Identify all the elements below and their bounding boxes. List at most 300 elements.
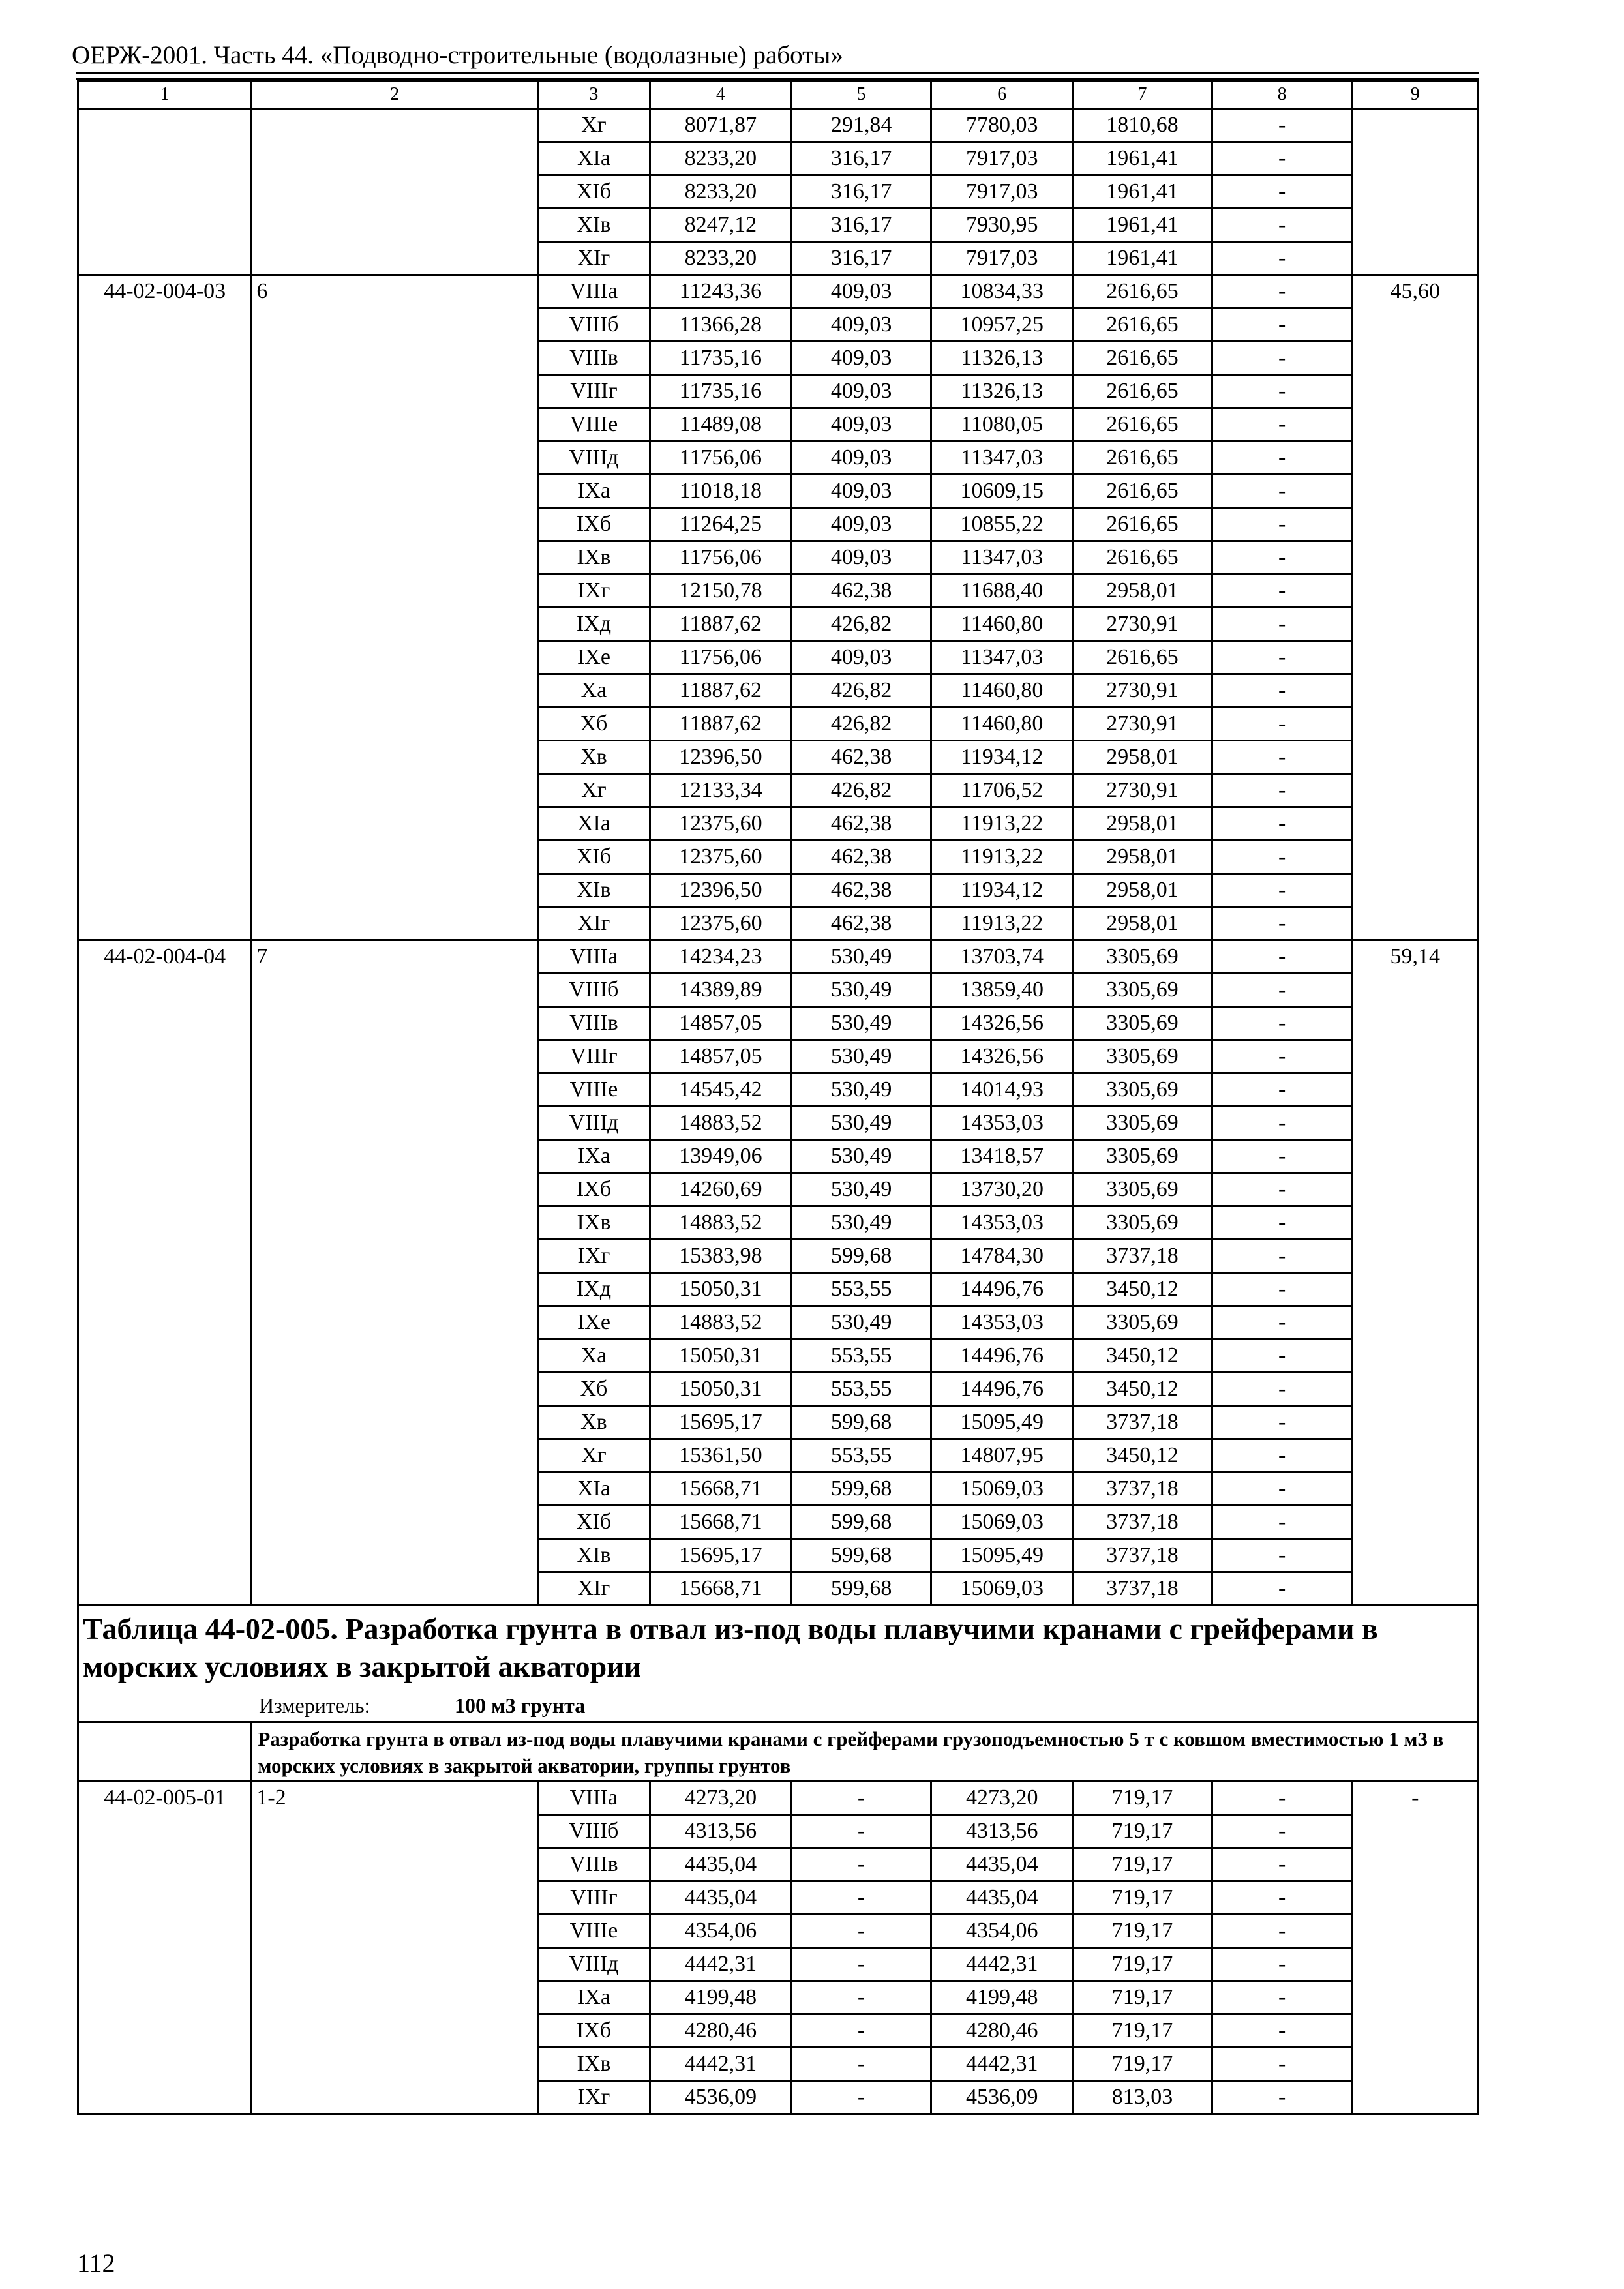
cell-col4: 8233,20	[650, 242, 792, 275]
measure-line	[259, 1690, 1473, 1721]
cell-col3: VIIIб	[537, 974, 650, 1007]
cell-col4: 15050,31	[650, 1373, 792, 1406]
table-title-row	[78, 1606, 1479, 1722]
cell-col4: 12396,50	[650, 741, 792, 774]
cell-col3: VIIIг	[537, 1040, 650, 1073]
header-rule	[76, 72, 1479, 74]
cell-col6: 4313,56	[931, 1815, 1073, 1848]
cell-col8: -	[1212, 109, 1352, 142]
cell-col4: 4313,56	[650, 1815, 792, 1848]
cell-col3: VIIIе	[537, 1915, 650, 1948]
cell-col7: 2730,91	[1073, 608, 1212, 641]
cell-col4: 8071,87	[650, 109, 792, 142]
cell-col3: VIIIв	[537, 1007, 650, 1040]
cell-col6: 14326,56	[931, 1040, 1073, 1073]
cell-col5: 462,38	[791, 741, 931, 774]
section-description: Разработка грунта в отвал из-под воды плавучими кранами с грейферами грузоподъемностью 5 т с ковшом вместимостью 1 м3 в морских условиях в закрытой акватории, группы грунтов	[252, 1722, 1479, 1782]
cell-col4: 11489,08	[650, 408, 792, 441]
cell-col6: 13730,20	[931, 1173, 1073, 1206]
cell-col3: Xв	[537, 1406, 650, 1439]
cell-col7: 719,17	[1073, 1948, 1212, 1981]
cell-col3: VIIIа	[537, 275, 650, 308]
cell-col8: -	[1212, 342, 1352, 375]
soil-group: 1-2	[252, 1782, 538, 2114]
column-number: 8	[1212, 81, 1352, 109]
cell-col7: 3737,18	[1073, 1406, 1212, 1439]
cell-col6: 4435,04	[931, 1881, 1073, 1915]
cell-col8: -	[1212, 1306, 1352, 1339]
cell-col5: 409,03	[791, 275, 931, 308]
cell-col6: 11913,22	[931, 841, 1073, 874]
cell-col3: IXе	[537, 1306, 650, 1339]
cell-col8: -	[1212, 1140, 1352, 1173]
cell-col8: -	[1212, 1981, 1352, 2014]
cell-col3: IXв	[537, 2048, 650, 2081]
cell-col6: 14353,03	[931, 1206, 1073, 1240]
cell-col7: 2958,01	[1073, 841, 1212, 874]
cell-col4: 14883,52	[650, 1206, 792, 1240]
cell-col3: XIа	[537, 1473, 650, 1506]
cell-col4: 14883,52	[650, 1306, 792, 1339]
cell-col8: -	[1212, 807, 1352, 841]
cell-col3: VIIIа	[537, 1782, 650, 1815]
cell-col4: 4435,04	[650, 1881, 792, 1915]
cell-col8: -	[1212, 907, 1352, 940]
cell-col4: 8247,12	[650, 209, 792, 242]
cell-col3: IXб	[537, 508, 650, 541]
cell-col5: 409,03	[791, 375, 931, 408]
cell-col5: 599,68	[791, 1506, 931, 1539]
cell-col3: IXв	[537, 1206, 650, 1240]
cell-col3: VIIIб	[537, 308, 650, 342]
cell-col3: VIIIа	[537, 940, 650, 974]
cell-col5: 553,55	[791, 1373, 931, 1406]
cell-col5: 599,68	[791, 1406, 931, 1439]
cell-col8: -	[1212, 741, 1352, 774]
cell-col6: 13703,74	[931, 940, 1073, 974]
column-number: 5	[791, 81, 931, 109]
cell-col3: Xб	[537, 708, 650, 741]
cell-col8: -	[1212, 608, 1352, 641]
cell-col8: -	[1212, 441, 1352, 475]
cell-col6: 11913,22	[931, 807, 1073, 841]
cell-col6: 7917,03	[931, 175, 1073, 209]
cell-col7: 2730,91	[1073, 674, 1212, 708]
cell-col4: 12396,50	[650, 874, 792, 907]
cell-col8: -	[1212, 2048, 1352, 2081]
cell-col5: 553,55	[791, 1273, 931, 1306]
cell-col8: -	[1212, 874, 1352, 907]
column-number: 4	[650, 81, 792, 109]
cell-col7: 2616,65	[1073, 308, 1212, 342]
cell-col3: XIв	[537, 874, 650, 907]
cell-col6: 11688,40	[931, 575, 1073, 608]
cell-col4: 12133,34	[650, 774, 792, 807]
cell-col5: 409,03	[791, 342, 931, 375]
cell-col3: Xг	[537, 109, 650, 142]
cell-col3: XIа	[537, 142, 650, 175]
cell-col8: -	[1212, 175, 1352, 209]
cell-col7: 2616,65	[1073, 475, 1212, 508]
cell-col8: -	[1212, 1273, 1352, 1306]
cell-col7: 2730,91	[1073, 708, 1212, 741]
column-number: 3	[537, 81, 650, 109]
cell-col4: 8233,20	[650, 175, 792, 209]
cell-col6: 11326,13	[931, 375, 1073, 408]
cell-col6: 11080,05	[931, 408, 1073, 441]
cell-col6: 4280,46	[931, 2014, 1073, 2048]
cell-col5: 599,68	[791, 1473, 931, 1506]
column-number: 2	[252, 81, 538, 109]
cell-col8: -	[1212, 408, 1352, 441]
cell-col7: 3305,69	[1073, 1007, 1212, 1040]
cell-col7: 719,17	[1073, 1981, 1212, 2014]
table-row	[78, 109, 1479, 142]
cell-col5: 530,49	[791, 1140, 931, 1173]
cell-col7: 2616,65	[1073, 641, 1212, 674]
cell-col5: 462,38	[791, 874, 931, 907]
cell-col8: -	[1212, 708, 1352, 741]
description-blank	[78, 1722, 252, 1782]
cell-col6: 15095,49	[931, 1406, 1073, 1439]
cell-col3: VIIIе	[537, 1073, 650, 1107]
cell-col3: IXа	[537, 475, 650, 508]
cell-col5: -	[791, 2048, 931, 2081]
cell-col5: -	[791, 1815, 931, 1848]
rates-table	[77, 80, 1479, 2115]
cell-col4: 15695,17	[650, 1406, 792, 1439]
table-title: Таблица 44-02-005. Разработка грунта в отвал из-под воды плавучими кранами с грейферами в морских условиях в закрытой акватории	[83, 1612, 1378, 1683]
cell-col7: 1961,41	[1073, 142, 1212, 175]
cell-col7: 3305,69	[1073, 1107, 1212, 1140]
cell-col3: IXд	[537, 1273, 650, 1306]
cell-col8: -	[1212, 1473, 1352, 1506]
cell-col4: 15361,50	[650, 1439, 792, 1473]
cell-col6: 14496,76	[931, 1273, 1073, 1306]
cell-col8: -	[1212, 1948, 1352, 1981]
cell-col5: 530,49	[791, 1107, 931, 1140]
cell-col5: 409,03	[791, 541, 931, 575]
cell-col8: -	[1212, 1815, 1352, 1848]
rate-code: 44-02-004-04	[78, 940, 252, 1606]
cell-col4: 11243,36	[650, 275, 792, 308]
cell-col5: 316,17	[791, 175, 931, 209]
cell-col4: 11264,25	[650, 508, 792, 541]
soil-group: 6	[252, 275, 538, 940]
cell-col4: 4442,31	[650, 2048, 792, 2081]
cell-col4: 14234,23	[650, 940, 792, 974]
cell-col7: 3305,69	[1073, 940, 1212, 974]
table-row	[78, 1782, 1479, 1815]
cell-col4: 11735,16	[650, 375, 792, 408]
cell-col4: 14545,42	[650, 1073, 792, 1107]
cell-col5: -	[791, 1948, 931, 1981]
cell-col4: 4536,09	[650, 2081, 792, 2114]
col9-value: 59,14	[1352, 940, 1479, 1606]
cell-col7: 2616,65	[1073, 541, 1212, 575]
cell-col7: 719,17	[1073, 1782, 1212, 1815]
cell-col8: -	[1212, 1848, 1352, 1881]
cell-col7: 719,17	[1073, 1881, 1212, 1915]
cell-col4: 11756,06	[650, 541, 792, 575]
cell-col4: 15668,71	[650, 1473, 792, 1506]
measure-value: 100 м3 грунта	[455, 1694, 586, 1717]
cell-col7: 3305,69	[1073, 1206, 1212, 1240]
cell-col6: 11460,80	[931, 708, 1073, 741]
cell-col3: VIIIг	[537, 1881, 650, 1915]
cell-col5: 530,49	[791, 1206, 931, 1240]
cell-col7: 2616,65	[1073, 275, 1212, 308]
cell-col3: XIв	[537, 209, 650, 242]
cell-col7: 2958,01	[1073, 807, 1212, 841]
cell-col3: Xб	[537, 1373, 650, 1406]
cell-col4: 11887,62	[650, 674, 792, 708]
cell-col3: VIIIв	[537, 1848, 650, 1881]
cell-col6: 11913,22	[931, 907, 1073, 940]
cell-col6: 11326,13	[931, 342, 1073, 375]
table-title-cell	[78, 1606, 1479, 1722]
column-number: 1	[78, 81, 252, 109]
cell-col6: 10609,15	[931, 475, 1073, 508]
col9-value: 45,60	[1352, 275, 1479, 940]
running-header: ОЕРЖ-2001. Часть 44. «Подводно-строительные (водолазные) работы»	[72, 41, 843, 69]
cell-col3: IXг	[537, 1240, 650, 1273]
cell-col4: 8233,20	[650, 142, 792, 175]
cell-col8: -	[1212, 575, 1352, 608]
cell-col7: 719,17	[1073, 2048, 1212, 2081]
cell-col8: -	[1212, 1782, 1352, 1815]
cell-col8: -	[1212, 1915, 1352, 1948]
cell-col3: VIIIе	[537, 408, 650, 441]
cell-col7: 2616,65	[1073, 441, 1212, 475]
cell-col6: 14353,03	[931, 1107, 1073, 1140]
cell-col7: 2616,65	[1073, 342, 1212, 375]
cell-col8: -	[1212, 1572, 1352, 1606]
cell-col7: 3305,69	[1073, 1140, 1212, 1173]
cell-col6: 11706,52	[931, 774, 1073, 807]
cell-col5: 530,49	[791, 974, 931, 1007]
cell-col4: 14857,05	[650, 1007, 792, 1040]
cell-col7: 2616,65	[1073, 508, 1212, 541]
cell-col3: Xг	[537, 774, 650, 807]
cell-col7: 719,17	[1073, 1815, 1212, 1848]
cell-col4: 15668,71	[650, 1506, 792, 1539]
cell-col7: 3737,18	[1073, 1506, 1212, 1539]
cell-col3: XIг	[537, 1572, 650, 1606]
cell-col8: -	[1212, 475, 1352, 508]
cell-col6: 4435,04	[931, 1848, 1073, 1881]
cell-col3: IXб	[537, 1173, 650, 1206]
cell-col8: -	[1212, 375, 1352, 408]
cell-col6: 10834,33	[931, 275, 1073, 308]
cell-col5: 599,68	[791, 1240, 931, 1273]
cell-col8: -	[1212, 641, 1352, 674]
cell-col5: 409,03	[791, 441, 931, 475]
cell-col5: 409,03	[791, 475, 931, 508]
column-number: 6	[931, 81, 1073, 109]
cell-col8: -	[1212, 2081, 1352, 2114]
cell-col4: 4280,46	[650, 2014, 792, 2048]
cell-col3: XIв	[537, 1539, 650, 1572]
cell-col5: -	[791, 1981, 931, 2014]
cell-col5: 462,38	[791, 907, 931, 940]
cell-col3: XIг	[537, 242, 650, 275]
cell-col4: 4442,31	[650, 1948, 792, 1981]
cell-col7: 3737,18	[1073, 1240, 1212, 1273]
cell-col8: -	[1212, 774, 1352, 807]
cell-col5: 409,03	[791, 641, 931, 674]
page-number: 112	[77, 2249, 115, 2278]
cell-col6: 11460,80	[931, 608, 1073, 641]
cell-col3: VIIIб	[537, 1815, 650, 1848]
cell-col8: -	[1212, 1406, 1352, 1439]
cell-col3: XIа	[537, 807, 650, 841]
cell-col8: -	[1212, 275, 1352, 308]
column-number-row	[78, 81, 1479, 109]
cell-col4: 11735,16	[650, 342, 792, 375]
cell-col3: Xв	[537, 741, 650, 774]
cell-col6: 11460,80	[931, 674, 1073, 708]
cell-col5: 426,82	[791, 774, 931, 807]
cell-col7: 1961,41	[1073, 242, 1212, 275]
cell-col7: 3305,69	[1073, 1306, 1212, 1339]
cell-col5: 426,82	[791, 674, 931, 708]
cell-col6: 14496,76	[931, 1373, 1073, 1406]
cell-col7: 1961,41	[1073, 209, 1212, 242]
cell-col7: 1961,41	[1073, 175, 1212, 209]
cell-col8: -	[1212, 308, 1352, 342]
cell-col5: 316,17	[791, 142, 931, 175]
cell-col7: 3305,69	[1073, 1040, 1212, 1073]
cell-col5: 553,55	[791, 1439, 931, 1473]
cell-col3: XIб	[537, 175, 650, 209]
soil-group: 7	[252, 940, 538, 1606]
cell-col8: -	[1212, 674, 1352, 708]
cell-col4: 15050,31	[650, 1339, 792, 1373]
cell-col4: 11756,06	[650, 441, 792, 475]
cell-col5: -	[791, 1881, 931, 1915]
cell-col8: -	[1212, 1073, 1352, 1107]
cell-col5: 409,03	[791, 508, 931, 541]
cell-col6: 4199,48	[931, 1981, 1073, 2014]
cell-col8: -	[1212, 841, 1352, 874]
cell-col3: IXв	[537, 541, 650, 575]
cell-col6: 4354,06	[931, 1915, 1073, 1948]
cell-col8: -	[1212, 974, 1352, 1007]
cell-col4: 14260,69	[650, 1173, 792, 1206]
cell-col5: 409,03	[791, 308, 931, 342]
cell-col4: 4435,04	[650, 1848, 792, 1881]
cell-col4: 11887,62	[650, 608, 792, 641]
cell-col4: 15050,31	[650, 1273, 792, 1306]
cell-col5: 462,38	[791, 841, 931, 874]
cell-col4: 11018,18	[650, 475, 792, 508]
cell-col8: -	[1212, 142, 1352, 175]
cell-col3: IXа	[537, 1140, 650, 1173]
cell-col6: 4442,31	[931, 1948, 1073, 1981]
cell-col3: IXд	[537, 608, 650, 641]
cell-col7: 3450,12	[1073, 1273, 1212, 1306]
cell-col5: 530,49	[791, 1040, 931, 1073]
rate-code: 44-02-004-03	[78, 275, 252, 940]
cell-col6: 14353,03	[931, 1306, 1073, 1339]
cell-col5: 462,38	[791, 807, 931, 841]
cell-col8: -	[1212, 1439, 1352, 1473]
cell-col5: 530,49	[791, 1306, 931, 1339]
cell-col6: 14014,93	[931, 1073, 1073, 1107]
cell-col7: 2958,01	[1073, 907, 1212, 940]
cell-col6: 11347,03	[931, 441, 1073, 475]
cell-col4: 4273,20	[650, 1782, 792, 1815]
cell-col8: -	[1212, 1881, 1352, 1915]
cell-col4: 11366,28	[650, 308, 792, 342]
cell-col5: -	[791, 1915, 931, 1948]
cell-col6: 15095,49	[931, 1539, 1073, 1572]
cell-col4: 13949,06	[650, 1140, 792, 1173]
cell-col8: -	[1212, 209, 1352, 242]
cell-col6: 10855,22	[931, 508, 1073, 541]
cell-col7: 3450,12	[1073, 1373, 1212, 1406]
cell-col5: -	[791, 1848, 931, 1881]
cell-col3: IXб	[537, 2014, 650, 2048]
soil-group-empty	[252, 109, 538, 275]
cell-col5: -	[791, 2014, 931, 2048]
cell-col7: 3305,69	[1073, 974, 1212, 1007]
cell-col8: -	[1212, 541, 1352, 575]
cell-col4: 12150,78	[650, 575, 792, 608]
cell-col4: 14857,05	[650, 1040, 792, 1073]
cell-col5: 462,38	[791, 575, 931, 608]
cell-col6: 14784,30	[931, 1240, 1073, 1273]
cell-col7: 2958,01	[1073, 874, 1212, 907]
cell-col3: IXг	[537, 575, 650, 608]
cell-col8: -	[1212, 1240, 1352, 1273]
cell-col4: 4199,48	[650, 1981, 792, 2014]
table-row	[78, 275, 1479, 308]
cell-col6: 4536,09	[931, 2081, 1073, 2114]
cell-col6: 11934,12	[931, 874, 1073, 907]
cell-col5: 530,49	[791, 1007, 931, 1040]
cell-col4: 12375,60	[650, 907, 792, 940]
cell-col5: 409,03	[791, 408, 931, 441]
cell-col4: 14389,89	[650, 974, 792, 1007]
cell-col4: 4354,06	[650, 1915, 792, 1948]
cell-col7: 719,17	[1073, 1915, 1212, 1948]
cell-col5: 530,49	[791, 1173, 931, 1206]
cell-col7: 3450,12	[1073, 1439, 1212, 1473]
cell-col3: IXа	[537, 1981, 650, 2014]
cell-col4: 11887,62	[650, 708, 792, 741]
cell-col5: 426,82	[791, 708, 931, 741]
cell-col7: 2958,01	[1073, 575, 1212, 608]
rate-code: 44-02-005-01	[78, 1782, 252, 2114]
cell-col6: 15069,03	[931, 1473, 1073, 1506]
cell-col7: 2730,91	[1073, 774, 1212, 807]
cell-col8: -	[1212, 1173, 1352, 1206]
cell-col5: 599,68	[791, 1572, 931, 1606]
rate-code-empty	[78, 109, 252, 275]
cell-col5: 426,82	[791, 608, 931, 641]
cell-col6: 7930,95	[931, 209, 1073, 242]
cell-col5: -	[791, 2081, 931, 2114]
cell-col6: 10957,25	[931, 308, 1073, 342]
cell-col5: 291,84	[791, 109, 931, 142]
cell-col6: 15069,03	[931, 1572, 1073, 1606]
cell-col3: XIб	[537, 1506, 650, 1539]
cell-col6: 14496,76	[931, 1339, 1073, 1373]
cell-col3: Xа	[537, 1339, 650, 1373]
measure-label: Измеритель:	[259, 1694, 370, 1717]
